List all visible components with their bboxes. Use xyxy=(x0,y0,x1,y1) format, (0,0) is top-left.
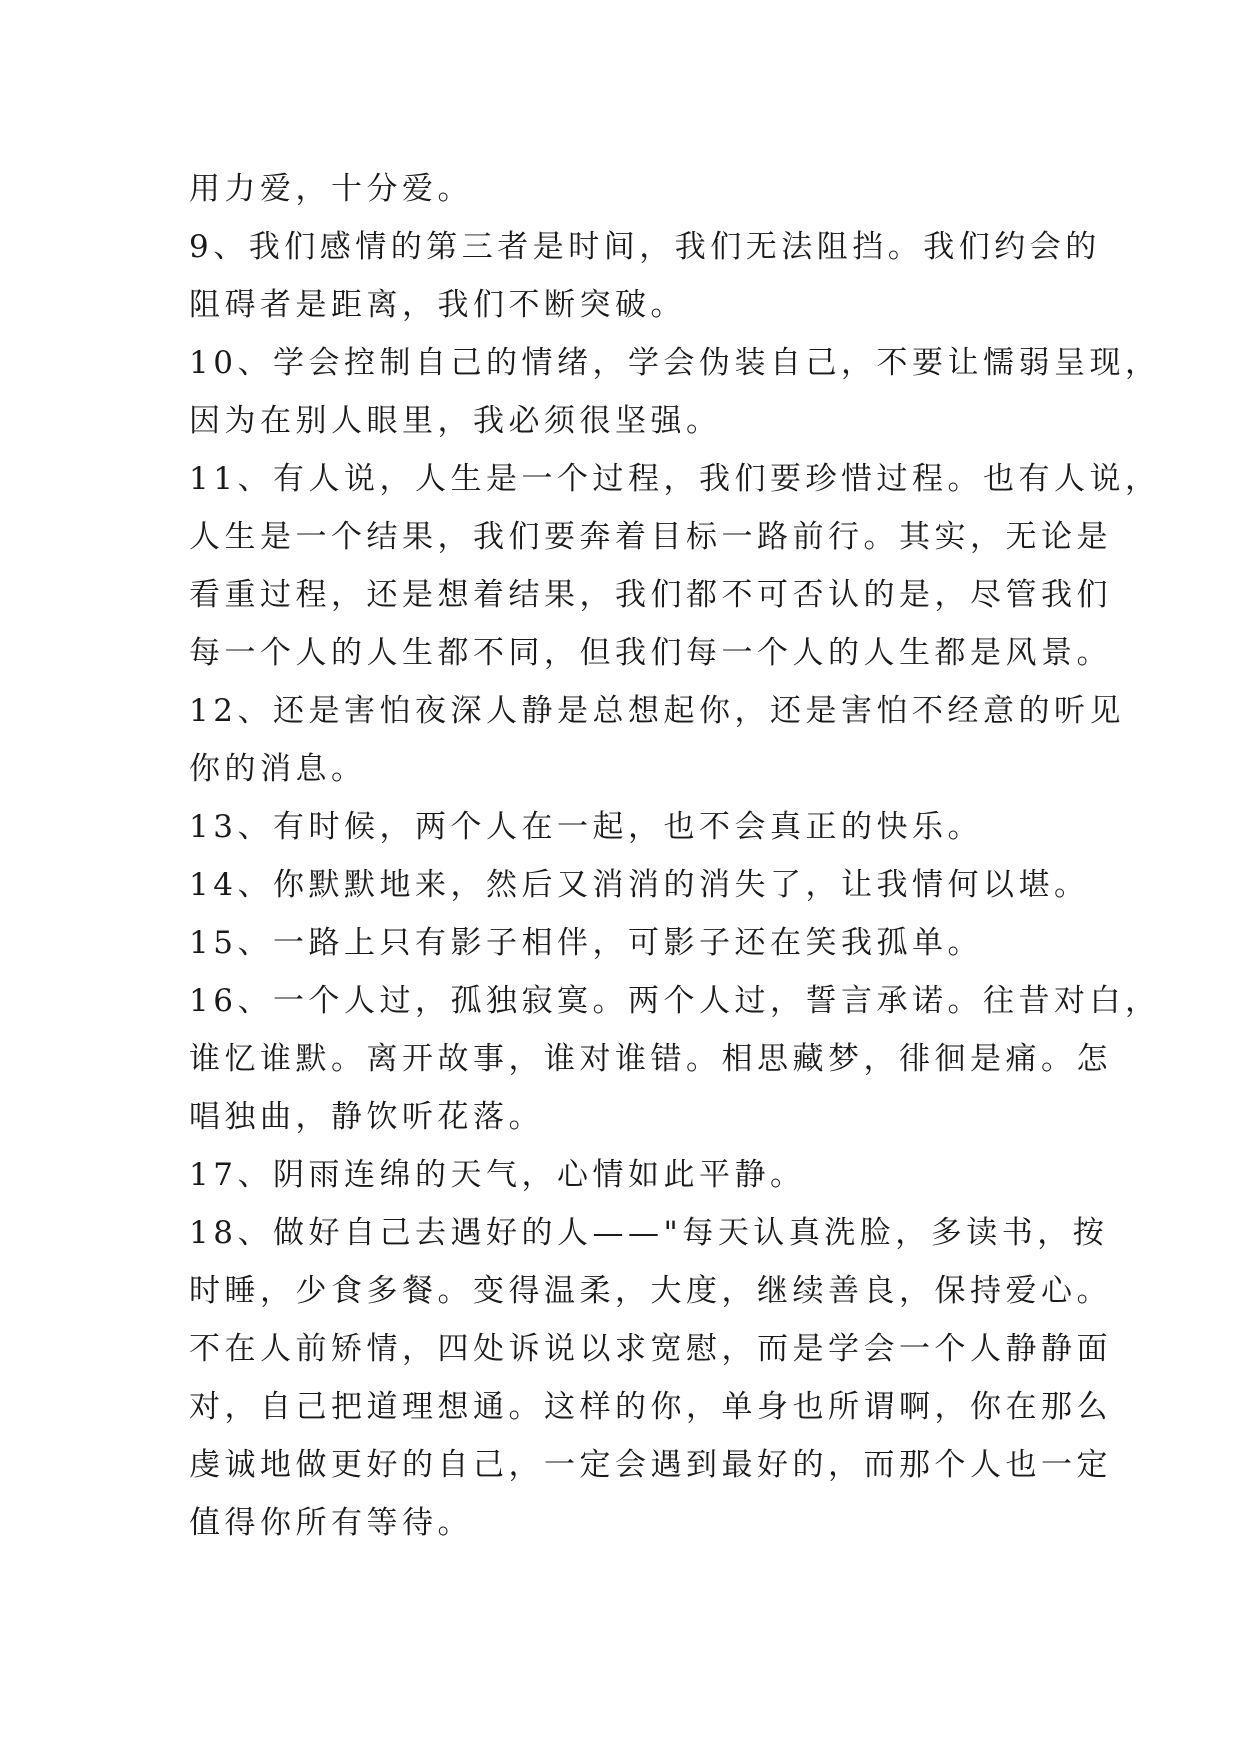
text-line: 看重过程，还是想着结果，我们都不可否认的是，尽管我们 xyxy=(189,577,1112,613)
text-line: 你的消息。 xyxy=(189,751,367,787)
text-line: 不在人前矫情，四处诉说以求宽慰，而是学会一个人静静面 xyxy=(189,1331,1112,1367)
text-line: 14、你默默地来，然后又消消的消失了，让我情何以堪。 xyxy=(189,867,1090,903)
text-line: 值得你所有等待。 xyxy=(189,1505,473,1541)
text-line: 因为在别人眼里，我必须很坚强。 xyxy=(189,403,722,439)
text-line: 时睡，少食多餐。变得温柔，大度，继续善良，保持爱心。 xyxy=(189,1273,1112,1309)
text-line: 虔诚地做更好的自己，一定会遇到最好的，而那个人也一定 xyxy=(189,1447,1112,1483)
text-line: 谁忆谁默。离开故事，谁对谁错。相思藏梦，徘徊是痛。怎 xyxy=(189,1041,1112,1077)
text-line: 人生是一个结果，我们要奔着目标一路前行。其实，无论是 xyxy=(189,519,1112,555)
text-line: 用力爱，十分爱。 xyxy=(189,171,473,207)
text-line: 16、一个人过，孤独寂寞。两个人过，誓言承诺。往昔对白， xyxy=(189,983,1161,1019)
text-line: 阻碍者是距离，我们不断突破。 xyxy=(189,287,686,323)
text-line: 对，自己把道理想通。这样的你，单身也所谓啊，你在那么 xyxy=(189,1389,1112,1425)
text-line: 10、学会控制自己的情绪，学会伪装自己，不要让懦弱呈现， xyxy=(189,345,1161,381)
text-line: 唱独曲，静饮听花落。 xyxy=(189,1099,544,1135)
text-line: 12、还是害怕夜深人静是总想起你，还是害怕不经意的听见 xyxy=(189,693,1125,729)
text-line: 18、做好自己去遇好的人——"每天认真洗脸，多读书，按 xyxy=(189,1215,1109,1251)
text-line: 17、阴雨连绵的天气，心情如此平静。 xyxy=(189,1157,806,1193)
document-body xyxy=(189,160,1161,1552)
text-line: 13、有时候，两个人在一起，也不会真正的快乐。 xyxy=(189,809,983,845)
text-line: 11、有人说，人生是一个过程，我们要珍惜过程。也有人说， xyxy=(189,461,1161,497)
text-line: 9、我们感情的第三者是时间，我们无法阻挡。我们约会的 xyxy=(189,229,1101,265)
text-line: 每一个人的人生都不同，但我们每一个人的人生都是风景。 xyxy=(189,635,1112,671)
text-line: 15、一路上只有影子相伴，可影子还在笑我孤单。 xyxy=(189,925,983,961)
